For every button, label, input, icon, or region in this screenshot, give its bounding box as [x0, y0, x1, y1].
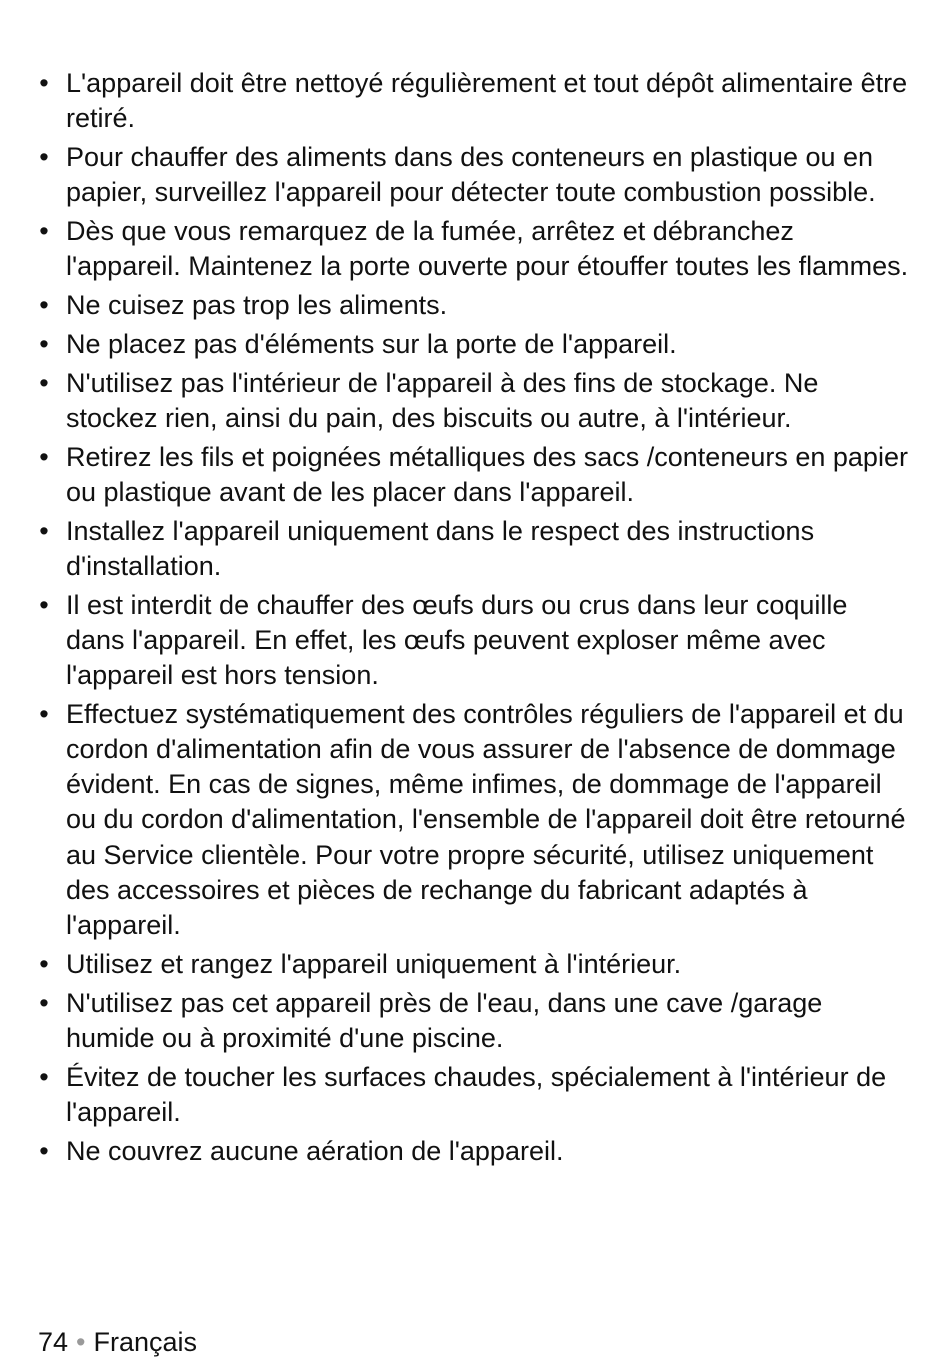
bullet-icon: •	[39, 68, 49, 98]
list-item	[38, 947, 910, 982]
list-item-text: N'utilisez pas cet appareil près de l'eau, dans une cave /garage humide ou à proximité d'une piscine.	[66, 987, 823, 1053]
list-item-text: Installez l'appareil uniquement dans le respect des instructions d'installation.	[66, 515, 815, 581]
list-item-text: Il est interdit de chauffer des œufs durs ou crus dans leur coquille dans l'appareil. En effet, les œufs peuvent exploser même avec l'appareil est hors tension.	[66, 589, 848, 690]
bullet-icon: •	[39, 367, 49, 398]
list-item-text: Ne cuisez pas trop les aliments.	[66, 290, 448, 320]
list-item	[38, 1134, 910, 1169]
list-item	[38, 214, 910, 284]
list-item	[38, 140, 910, 210]
list-item-text: L'appareil doit être nettoyé régulièrement et tout dépôt alimentaire être retiré.	[66, 68, 908, 134]
footer-language: Français	[93, 1327, 198, 1357]
list-item	[38, 327, 910, 362]
bullet-icon: •	[39, 142, 49, 172]
bullet-icon: •	[39, 1135, 49, 1166]
list-item-text: Ne placez pas d'éléments sur la porte de l'appareil.	[66, 328, 677, 359]
list-item-text: Utilisez et rangez l'appareil uniquement à l'intérieur.	[66, 948, 682, 979]
list-item-text: Effectuez systématiquement des contrôles réguliers de l'appareil et du cordon d'alimentation afin de vous assurer de l'absence de dommage évident. En cas de signes, même infimes, de dommage de l'appareil ou du cordon d'alimentation, l'ensemble de l'appareil doit être retourné au Service clientèle. Pour votre propre sécurité, utilisez uniquement des accessoires et pièces de rechange du fabricant adaptés à l'appareil.	[66, 698, 906, 941]
footer-separator-icon: •	[76, 1327, 86, 1357]
list-item-text: Ne couvrez aucune aération de l'appareil.	[66, 1135, 564, 1166]
list-item-text: N'utilisez pas l'intérieur de l'appareil à des fins de stockage. Ne stockez rien, ainsi du pain, des biscuits ou autre, à l'intérieur.	[66, 367, 819, 433]
bullet-icon: •	[39, 328, 49, 359]
page-footer	[38, 1326, 197, 1358]
page-number: 74	[38, 1327, 69, 1357]
list-item	[38, 288, 910, 323]
list-item-text: Évitez de toucher les surfaces chaudes, spécialement à l'intérieur de l'appareil.	[66, 1061, 887, 1127]
list-item-text: Pour chauffer des aliments dans des conteneurs en plastique ou en papier, surveillez l'appareil pour détecter toute combustion possible.	[66, 142, 876, 208]
list-item	[38, 514, 910, 584]
list-item	[38, 366, 910, 436]
bullet-icon: •	[39, 441, 49, 472]
bullet-icon: •	[39, 948, 49, 979]
bullet-icon: •	[39, 987, 49, 1018]
bullet-icon: •	[39, 1061, 49, 1092]
list-item	[38, 1060, 910, 1130]
bullet-icon: •	[39, 698, 49, 729]
list-item	[38, 440, 910, 510]
instruction-list	[38, 66, 910, 1169]
bullet-icon: •	[39, 515, 49, 546]
list-item-text: Dès que vous remarquez de la fumée, arrêtez et débranchez l'appareil. Maintenez la porte ouverte pour étouffer toutes les flammes.	[66, 216, 909, 282]
bullet-icon: •	[39, 589, 49, 620]
list-item	[38, 66, 910, 136]
safety-instructions	[38, 66, 910, 1172]
bullet-icon: •	[39, 290, 49, 320]
bullet-icon: •	[39, 216, 49, 246]
list-item	[38, 588, 910, 694]
list-item	[38, 986, 910, 1056]
list-item-text: Retirez les fils et poignées métalliques des sacs /conteneurs en papier ou plastique avant de les placer dans l'appareil.	[66, 441, 908, 507]
list-item	[38, 697, 910, 943]
